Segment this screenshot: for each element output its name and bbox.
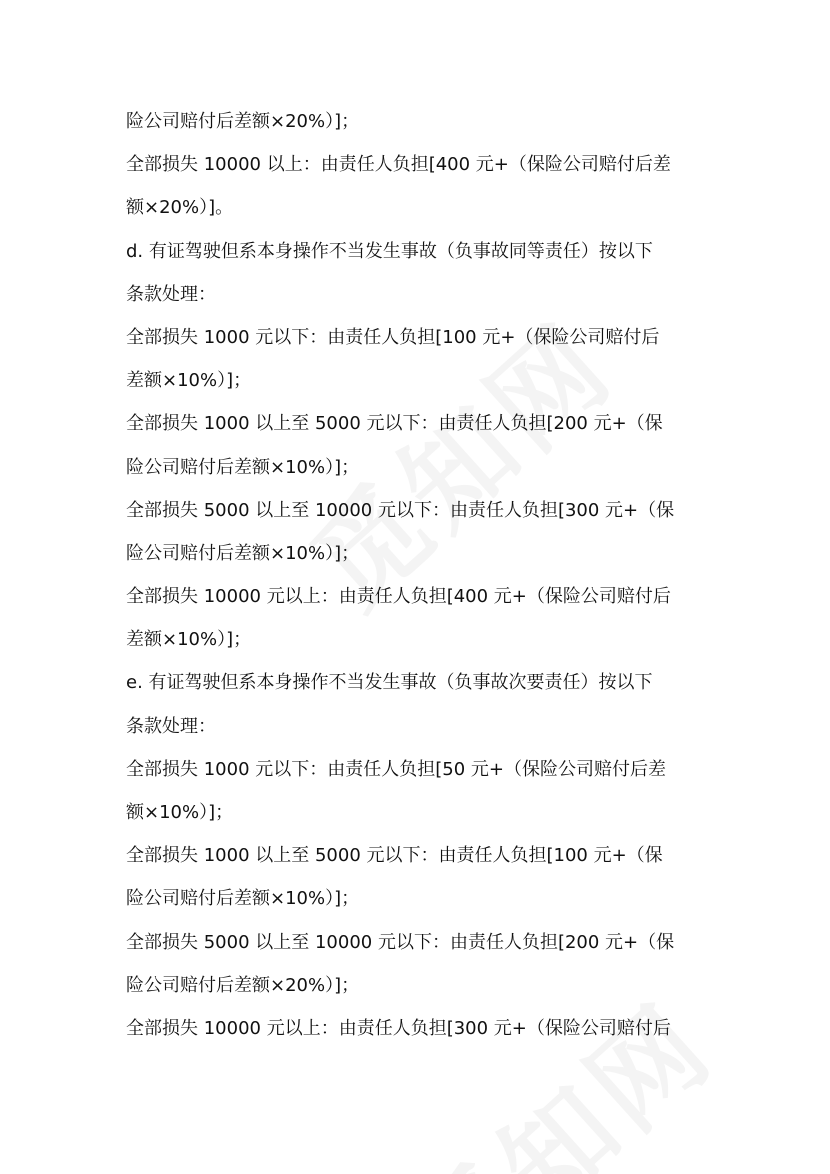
text-line: 条款处理： <box>126 715 216 737</box>
text-line: 全部损失 1000 以上至 5000 元以下：由责任人负担[200 元+（保 <box>126 413 663 435</box>
text-line: 险公司赔付后差额×20%）]； <box>126 974 360 996</box>
text-line: 额×20%）]。 <box>126 197 234 219</box>
text-line: 全部损失 1000 以上至 5000 元以下：由责任人负担[100 元+（保 <box>126 845 663 867</box>
text-line: 条款处理： <box>126 283 216 305</box>
text-line: d. 有证驾驶但系本身操作不当发生事故（负事故同等责任）按以下 <box>126 240 653 262</box>
text-line: 全部损失 10000 元以上：由责任人负担[400 元+（保险公司赔付后 <box>126 586 671 608</box>
text-line: 全部损失 1000 元以下：由责任人负担[50 元+（保险公司赔付后差 <box>126 758 666 780</box>
document-body <box>126 100 716 1050</box>
text-line: 差额×10%）]； <box>126 370 252 392</box>
text-line: 全部损失 5000 以上至 10000 元以下：由责任人负担[300 元+（保 <box>126 499 675 521</box>
text-line: 险公司赔付后差额×10%）]； <box>126 888 360 910</box>
text-line: 全部损失 10000 元以上：由责任人负担[300 元+（保险公司赔付后 <box>126 1017 671 1039</box>
text-line: 全部损失 1000 元以下：由责任人负担[100 元+（保险公司赔付后 <box>126 326 660 348</box>
text-line: 差额×10%）]； <box>126 629 252 651</box>
text-line: 险公司赔付后差额×20%）]； <box>126 111 360 132</box>
text-line: 险公司赔付后差额×10%）]； <box>126 542 360 564</box>
text-line: 全部损失 10000 以上：由责任人负担[400 元+（保险公司赔付后差 <box>126 154 671 176</box>
text-line: 全部损失 5000 以上至 10000 元以下：由责任人负担[200 元+（保 <box>126 931 675 953</box>
text-line: 险公司赔付后差额×10%）]； <box>126 456 360 478</box>
text-line: 额×10%）]； <box>126 802 234 823</box>
text-line: e. 有证驾驶但系本身操作不当发生事故（负事故次要责任）按以下 <box>126 672 653 694</box>
